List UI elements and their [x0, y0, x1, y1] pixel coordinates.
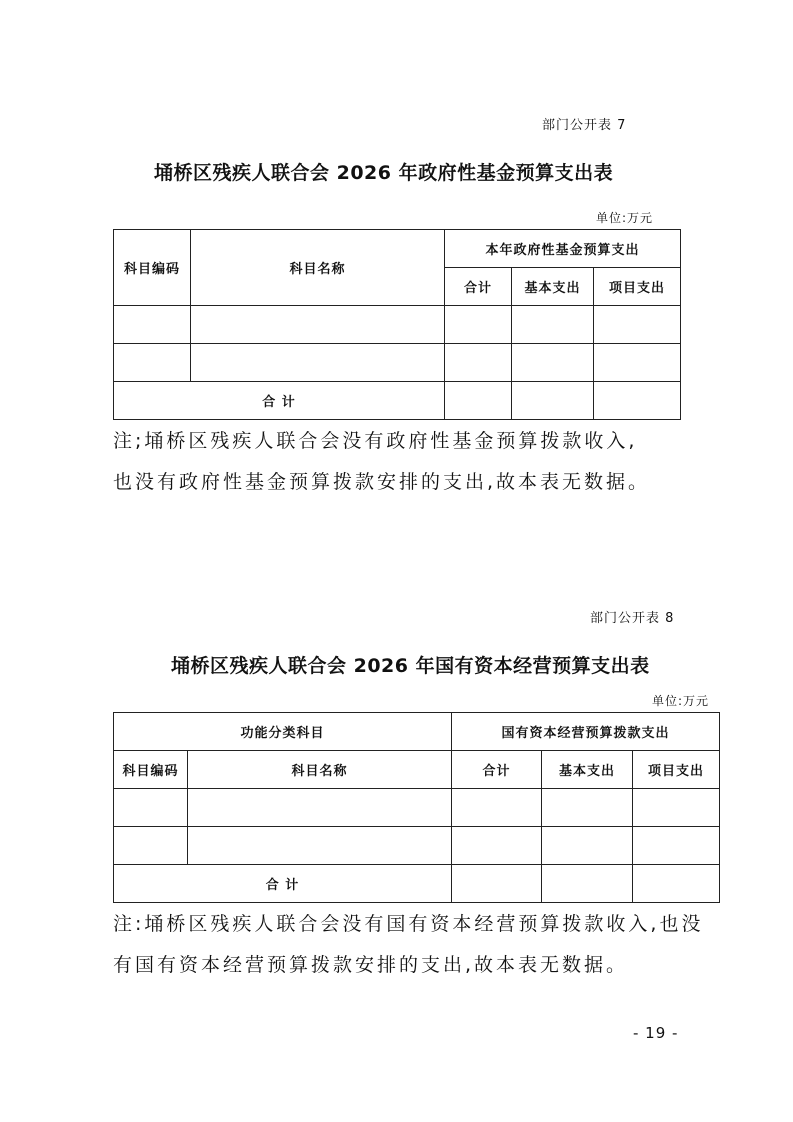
cell-code — [114, 306, 191, 344]
cell-total — [452, 827, 542, 865]
table-row — [114, 344, 681, 382]
header-row-1 — [114, 230, 681, 268]
total-row — [114, 382, 681, 420]
page-title-7: 埇桥区残疾人联合会 2026 年政府性基金预算支出表 — [154, 162, 614, 184]
page-title-8: 埇桥区残疾人联合会 2026 年国有资本经营预算支出表 — [171, 655, 650, 677]
cell-basic — [542, 827, 633, 865]
note-line: 有国有资本经营预算拨款安排的支出,故本表无数据。 — [113, 954, 629, 976]
header-code: 科目编码 — [114, 751, 188, 789]
cell-name — [188, 789, 452, 827]
header-total: 合计 — [445, 268, 512, 306]
cell-name — [191, 344, 445, 382]
cell-project — [594, 306, 681, 344]
total-cell — [452, 865, 542, 903]
cell-project — [633, 789, 720, 827]
cell-code — [114, 827, 188, 865]
header-project: 项目支出 — [594, 268, 681, 306]
note-8 — [113, 904, 703, 986]
cell-total — [445, 344, 512, 382]
header-row-2 — [114, 751, 720, 789]
note-7 — [113, 421, 650, 503]
page-number: - 19 - — [633, 1024, 679, 1042]
table-label-7: 部门公开表 7 — [542, 118, 627, 133]
total-basic-cell — [512, 382, 594, 420]
header-code: 科目编码 — [114, 230, 191, 306]
note-line: 注:埇桥区残疾人联合会没有国有资本经营预算拨款收入,也没 — [113, 913, 704, 935]
header-group: 国有资本经营预算拨款支出 — [452, 713, 720, 751]
header-project: 项目支出 — [633, 751, 720, 789]
header-name: 科目名称 — [191, 230, 445, 306]
cell-basic — [512, 344, 594, 382]
table-row — [114, 789, 720, 827]
cell-project — [594, 344, 681, 382]
total-basic-cell — [542, 865, 633, 903]
header-total: 合计 — [452, 751, 542, 789]
state-capital-budget-table — [113, 712, 720, 903]
header-row-1 — [114, 713, 720, 751]
header-name: 科目名称 — [188, 751, 452, 789]
cell-code — [114, 789, 188, 827]
total-project-cell — [594, 382, 681, 420]
cell-name — [188, 827, 452, 865]
unit-label-7: 单位:万元 — [596, 211, 654, 225]
table-row — [114, 306, 681, 344]
fund-budget-table — [113, 229, 681, 420]
cell-basic — [542, 789, 633, 827]
table-label-8: 部门公开表 8 — [590, 611, 675, 626]
cell-project — [633, 827, 720, 865]
header-basic: 基本支出 — [542, 751, 633, 789]
cell-total — [452, 789, 542, 827]
total-cell — [445, 382, 512, 420]
note-line: 也没有政府性基金预算拨款安排的支出,故本表无数据。 — [113, 471, 651, 493]
cell-basic — [512, 306, 594, 344]
total-label: 合 计 — [114, 382, 445, 420]
total-project-cell — [633, 865, 720, 903]
cell-name — [191, 306, 445, 344]
note-line: 注;埇桥区残疾人联合会没有政府性基金预算拨款收入, — [113, 430, 638, 452]
header-function-group: 功能分类科目 — [114, 713, 452, 751]
total-label: 合 计 — [114, 865, 452, 903]
header-basic: 基本支出 — [512, 268, 594, 306]
table-row — [114, 827, 720, 865]
header-group: 本年政府性基金预算支出 — [445, 230, 681, 268]
total-row — [114, 865, 720, 903]
cell-code — [114, 344, 191, 382]
unit-label-8: 单位:万元 — [652, 694, 710, 708]
cell-total — [445, 306, 512, 344]
